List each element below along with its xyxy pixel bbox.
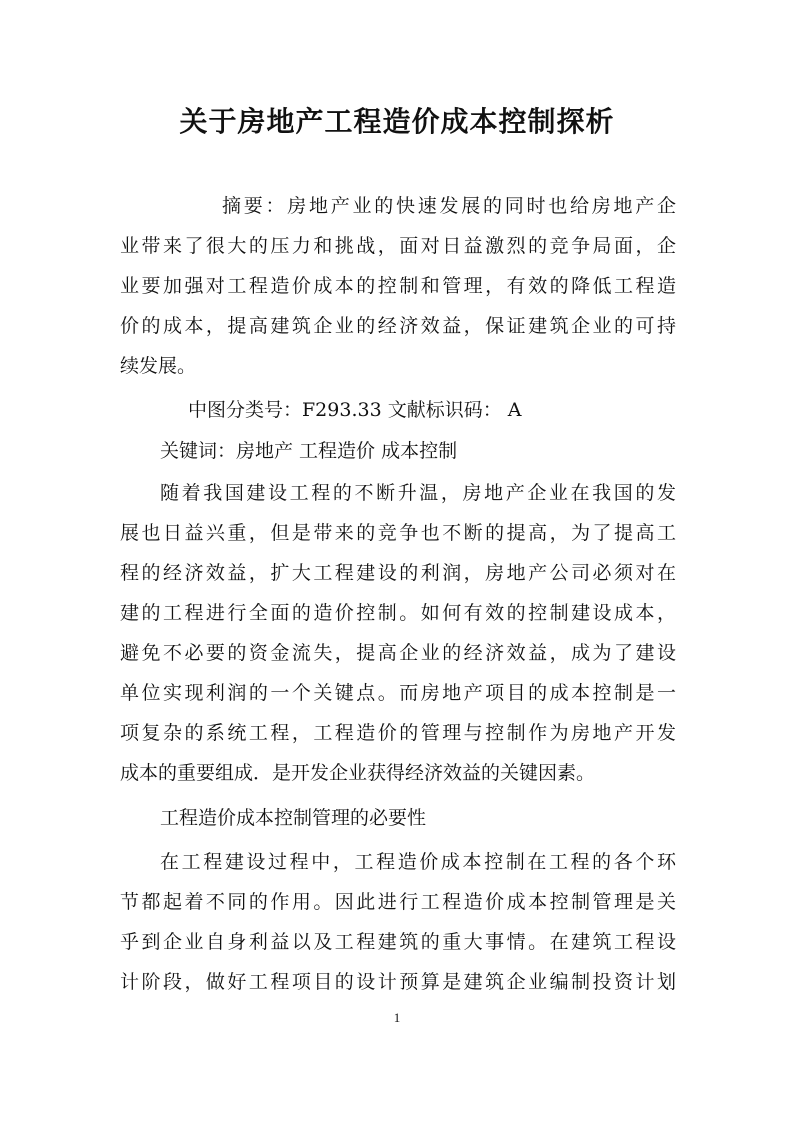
page-number: 1 (393, 1010, 401, 1025)
intro-line: 避免不必要的资金流失，提高企业的经济效益，成为了建设 (120, 642, 676, 664)
classification-line: 中图分类号：F293.33 文献标识码： A (188, 399, 522, 421)
intro-line: 建的工程进行全面的造价控制。如何有效的控制建设成本， (120, 602, 676, 624)
section-line: 计阶段，做好工程项目的设计预算是建筑企业编制投资计划 (120, 971, 676, 993)
intro-line: 展也日益兴重，但是带来的竞争也不断的提高，为了提高工 (120, 522, 676, 544)
intro-line: 随着我国建设工程的不断升温，房地产企业在我国的发 (160, 482, 676, 504)
abstract-line: 业要加强对工程造价成本的控制和管理，有效的降低工程造 (120, 275, 676, 297)
intro-line: 项复杂的系统工程，工程造价的管理与控制作为房地产开发 (120, 722, 676, 744)
document-title: 关于房地产工程造价成本控制探析 (179, 105, 615, 138)
section-line: 节都起着不同的作用。因此进行工程造价成本控制管理是关 (120, 891, 676, 913)
intro-line: 单位实现利润的一个关键点。而房地产项目的成本控制是一 (120, 682, 676, 704)
abstract-line: 业带来了很大的压力和挑战，面对日益激烈的竞争局面，企 (120, 235, 676, 257)
abstract-line: 摘要：房地产业的快速发展的同时也给房地产企 (222, 195, 676, 217)
intro-line: 成本的重要组成．是开发企业获得经济效益的关键因素。 (120, 762, 596, 784)
abstract-line: 价的成本，提高建筑企业的经济效益，保证建筑企业的可持 (120, 315, 676, 337)
section-heading: 工程造价成本控制管理的必要性 (160, 807, 427, 829)
intro-line: 程的经济效益，扩大工程建设的利润，房地产公司必须对在 (120, 562, 676, 584)
section-line: 在工程建设过程中，工程造价成本控制在工程的各个环 (160, 851, 676, 873)
section-line: 乎到企业自身利益以及工程建筑的重大事情。在建筑工程设 (120, 931, 676, 953)
abstract-line: 续发展。 (120, 355, 197, 377)
keywords-line: 关键词：房地产 工程造价 成本控制 (160, 440, 458, 462)
